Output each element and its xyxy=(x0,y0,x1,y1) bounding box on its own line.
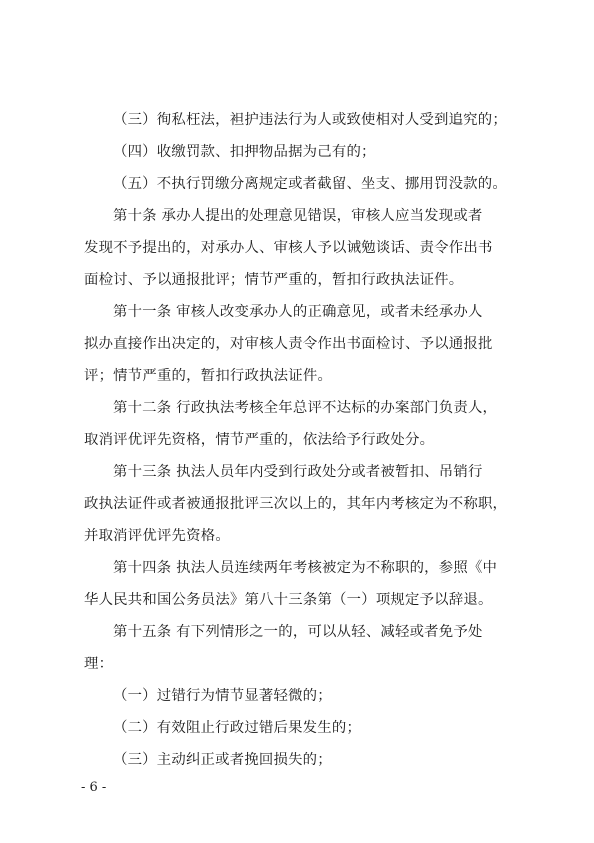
text-line: （五）不执行罚缴分离规定或者截留、坐支、挪用罚没款的。 xyxy=(113,176,507,192)
text-line: 第十条 承办人提出的处理意见错误，审核人应当发现或者 xyxy=(113,208,483,224)
text-line: 第十三条 执法人员年内受到行政处分或者被暂扣、吊销行 xyxy=(113,464,483,480)
text-line: （二）有效阻止行政过错后果发生的； xyxy=(113,720,362,736)
text-line: 取消评优评先资格，情节严重的，依法给予行政处分。 xyxy=(84,432,435,448)
text-line: （三）主动纠正或者挽回损失的； xyxy=(113,752,332,768)
text-line: 发现不予提出的，对承办人、审核人予以诫勉谈话、责令作出书 xyxy=(84,240,493,256)
text-line: 拟办直接作出决定的，对审核人责令作出书面检讨、予以通报批 xyxy=(84,336,493,352)
text-line: 面检讨、予以通报批评；情节严重的，暂扣行政执法证件。 xyxy=(84,272,464,288)
text-line: 第十五条 有下列情形之一的，可以从轻、减轻或者免予处 xyxy=(113,624,483,640)
page-number: - 6 - xyxy=(81,780,107,795)
text-line: 理： xyxy=(84,656,114,672)
text-line: 华人民共和国公务员法》第八十三条第（一）项规定予以辞退。 xyxy=(84,592,493,608)
text-line: 并取消评优评先资格。 xyxy=(84,528,230,544)
text-line: 第十一条 审核人改变承办人的正确意见，或者未经承办人 xyxy=(113,304,483,320)
text-line: （一）过错行为情节显著轻微的； xyxy=(113,688,332,704)
text-line: 政执法证件或者被通报批评三次以上的，其年内考核定为不称职， xyxy=(84,496,508,512)
text-line: 评；情节严重的，暂扣行政执法证件。 xyxy=(84,368,333,384)
document-body xyxy=(84,104,512,776)
text-line: 第十二条 行政执法考核全年总评不达标的办案部门负责人， xyxy=(113,400,498,416)
text-line: （三）徇私枉法，袒护违法行为人或致使相对人受到追究的； xyxy=(113,112,507,128)
text-line: 第十四条 执法人员连续两年考核被定为不称职的，参照《中 xyxy=(113,560,498,576)
text-line: （四）收缴罚款、扣押物品据为己有的； xyxy=(113,144,376,160)
